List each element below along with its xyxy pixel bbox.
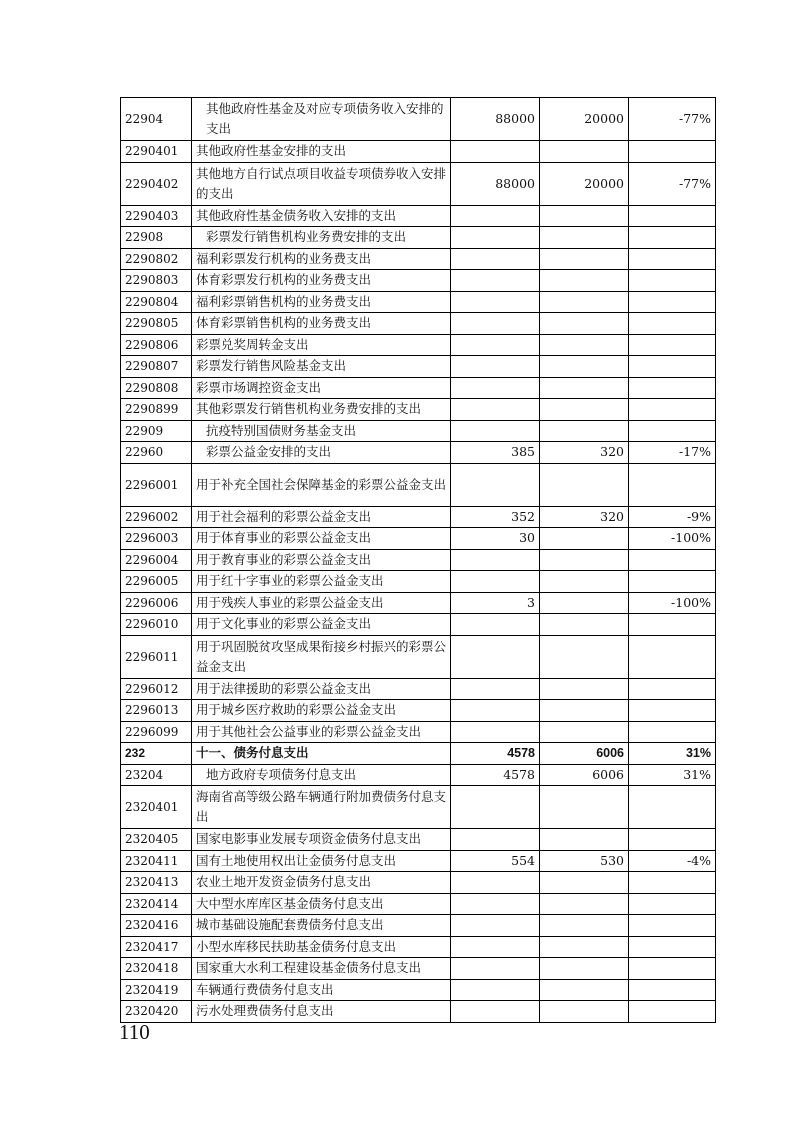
row-code-cell: 2320420 (121, 1001, 192, 1023)
row-name-cell: 用于残疾人事业的彩票公益金支出 (192, 592, 451, 614)
table-row (121, 205, 716, 227)
row-change-pct-cell: -100% (629, 592, 716, 614)
row-change-pct-cell: -100% (629, 528, 716, 550)
table-row (121, 915, 716, 937)
table-row (121, 248, 716, 270)
row-change-pct-cell (629, 141, 716, 163)
row-code-cell: 2296099 (121, 721, 192, 743)
row-change-pct-cell (629, 872, 716, 894)
row-change-pct-cell (629, 958, 716, 980)
row-code-cell: 2296004 (121, 549, 192, 571)
table-row (121, 614, 716, 636)
row-value-curr-cell (540, 227, 629, 249)
row-name-cell: 用于文化事业的彩票公益金支出 (192, 614, 451, 636)
row-change-pct-cell (629, 248, 716, 270)
row-value-prev-cell: 385 (451, 442, 540, 464)
table-row (121, 958, 716, 980)
row-change-pct-cell (629, 377, 716, 399)
row-change-pct-cell (629, 721, 716, 743)
row-value-curr-cell (540, 614, 629, 636)
row-value-prev-cell (451, 571, 540, 593)
row-code-cell: 2296001 (121, 463, 192, 506)
row-value-prev-cell (451, 205, 540, 227)
row-change-pct-cell (629, 979, 716, 1001)
row-code-cell: 2296003 (121, 528, 192, 550)
row-code-cell: 2320418 (121, 958, 192, 980)
row-change-pct-cell (629, 614, 716, 636)
row-value-prev-cell: 30 (451, 528, 540, 550)
row-change-pct-cell (629, 420, 716, 442)
table-row (121, 721, 716, 743)
table-row (121, 291, 716, 313)
table-row (121, 399, 716, 421)
row-name-cell: 体育彩票发行机构的业务费支出 (192, 270, 451, 292)
row-code-cell: 2290401 (121, 141, 192, 163)
row-name-cell: 其他地方自行试点项目收益专项债券收入安排的支出 (192, 162, 451, 205)
row-change-pct-cell (629, 291, 716, 313)
row-value-prev-cell (451, 420, 540, 442)
row-value-prev-cell (451, 893, 540, 915)
table-row (121, 549, 716, 571)
table-row (121, 893, 716, 915)
row-change-pct-cell: -77% (629, 98, 716, 141)
row-value-curr-cell (540, 291, 629, 313)
row-name-cell: 其他政府性基金债务收入安排的支出 (192, 205, 451, 227)
row-name-cell: 彩票发行销售风险基金支出 (192, 356, 451, 378)
row-change-pct-cell (629, 1001, 716, 1023)
row-code-cell: 2320401 (121, 786, 192, 829)
table-row (121, 356, 716, 378)
row-code-cell: 22909 (121, 420, 192, 442)
row-name-cell: 用于红十字事业的彩票公益金支出 (192, 571, 451, 593)
row-value-curr-cell (540, 1001, 629, 1023)
row-code-cell: 232 (121, 743, 192, 765)
table-row (121, 678, 716, 700)
row-code-cell: 22904 (121, 98, 192, 141)
row-value-curr-cell: 20000 (540, 162, 629, 205)
row-value-curr-cell (540, 549, 629, 571)
row-code-cell: 2320405 (121, 829, 192, 851)
row-value-prev-cell (451, 141, 540, 163)
row-name-cell: 污水处理费债务付息支出 (192, 1001, 451, 1023)
row-code-cell: 2290402 (121, 162, 192, 205)
row-value-curr-cell (540, 571, 629, 593)
row-value-curr-cell (540, 700, 629, 722)
row-value-curr-cell (540, 721, 629, 743)
row-value-curr-cell: 6006 (540, 743, 629, 765)
row-name-cell: 国有土地使用权出让金债务付息支出 (192, 850, 451, 872)
row-value-prev-cell (451, 958, 540, 980)
table-row (121, 786, 716, 829)
row-name-cell: 用于法律援助的彩票公益金支出 (192, 678, 451, 700)
row-value-prev-cell (451, 915, 540, 937)
row-name-cell: 其他政府性基金安排的支出 (192, 141, 451, 163)
row-code-cell: 2290808 (121, 377, 192, 399)
budget-table (120, 97, 716, 1023)
row-value-curr-cell: 6006 (540, 764, 629, 786)
row-name-cell: 地方政府专项债务付息支出 (192, 764, 451, 786)
row-change-pct-cell (629, 463, 716, 506)
row-name-cell: 小型水库移民扶助基金债务付息支出 (192, 936, 451, 958)
row-name-cell: 彩票公益金安排的支出 (192, 442, 451, 464)
table-row (121, 506, 716, 528)
row-value-prev-cell (451, 872, 540, 894)
row-value-curr-cell (540, 872, 629, 894)
row-value-curr-cell (540, 334, 629, 356)
row-change-pct-cell: 31% (629, 764, 716, 786)
row-value-curr-cell (540, 313, 629, 335)
row-name-cell: 用于其他社会公益事业的彩票公益金支出 (192, 721, 451, 743)
table-row (121, 979, 716, 1001)
row-code-cell: 2296002 (121, 506, 192, 528)
row-change-pct-cell: -4% (629, 850, 716, 872)
row-value-prev-cell: 4578 (451, 743, 540, 765)
row-code-cell: 2290805 (121, 313, 192, 335)
row-change-pct-cell (629, 700, 716, 722)
row-name-cell: 其他政府性基金及对应专项债务收入安排的支出 (192, 98, 451, 141)
row-code-cell: 2320417 (121, 936, 192, 958)
row-value-prev-cell (451, 334, 540, 356)
row-value-prev-cell: 3 (451, 592, 540, 614)
row-name-cell: 彩票发行销售机构业务费安排的支出 (192, 227, 451, 249)
row-value-prev-cell (451, 227, 540, 249)
row-value-curr-cell (540, 786, 629, 829)
row-code-cell: 23204 (121, 764, 192, 786)
row-value-curr-cell (540, 635, 629, 678)
row-code-cell: 2296005 (121, 571, 192, 593)
row-name-cell: 农业土地开发资金债务付息支出 (192, 872, 451, 894)
row-name-cell: 国家重大水利工程建设基金债务付息支出 (192, 958, 451, 980)
row-change-pct-cell (629, 915, 716, 937)
row-value-prev-cell: 4578 (451, 764, 540, 786)
row-value-prev-cell (451, 463, 540, 506)
row-value-prev-cell (451, 1001, 540, 1023)
row-change-pct-cell: -17% (629, 442, 716, 464)
table-row (121, 98, 716, 141)
row-value-prev-cell (451, 678, 540, 700)
table-row (121, 270, 716, 292)
table-row (121, 528, 716, 550)
row-value-curr-cell: 320 (540, 442, 629, 464)
row-name-cell: 抗疫特别国债财务基金支出 (192, 420, 451, 442)
row-change-pct-cell (629, 227, 716, 249)
row-change-pct-cell (629, 571, 716, 593)
row-name-cell: 城市基础设施配套费债务付息支出 (192, 915, 451, 937)
row-name-cell: 福利彩票销售机构的业务费支出 (192, 291, 451, 313)
row-value-prev-cell (451, 614, 540, 636)
table-row (121, 936, 716, 958)
row-value-curr-cell (540, 678, 629, 700)
row-name-cell: 大中型水库库区基金债务付息支出 (192, 893, 451, 915)
row-value-prev-cell (451, 936, 540, 958)
row-name-cell: 十一、债务付息支出 (192, 743, 451, 765)
row-value-curr-cell (540, 979, 629, 1001)
row-change-pct-cell (629, 334, 716, 356)
row-change-pct-cell (629, 313, 716, 335)
row-code-cell: 2296013 (121, 700, 192, 722)
table-row (121, 377, 716, 399)
row-value-prev-cell (451, 700, 540, 722)
table-row (121, 872, 716, 894)
row-value-prev-cell (451, 399, 540, 421)
table-row (121, 141, 716, 163)
row-name-cell: 用于城乡医疗救助的彩票公益金支出 (192, 700, 451, 722)
row-code-cell: 2290899 (121, 399, 192, 421)
row-value-prev-cell (451, 829, 540, 851)
row-value-curr-cell: 320 (540, 506, 629, 528)
row-change-pct-cell (629, 205, 716, 227)
row-value-curr-cell (540, 420, 629, 442)
table-row (121, 334, 716, 356)
row-value-curr-cell (540, 248, 629, 270)
row-value-curr-cell (540, 205, 629, 227)
row-value-curr-cell (540, 270, 629, 292)
row-value-curr-cell (540, 893, 629, 915)
row-change-pct-cell: -9% (629, 506, 716, 528)
row-value-prev-cell: 352 (451, 506, 540, 528)
page-number: 110 (119, 1020, 150, 1044)
table-row (121, 463, 716, 506)
table-row (121, 442, 716, 464)
row-name-cell: 用于巩固脱贫攻坚成果衔接乡村振兴的彩票公益金支出 (192, 635, 451, 678)
row-value-prev-cell (451, 248, 540, 270)
row-name-cell: 体育彩票销售机构的业务费支出 (192, 313, 451, 335)
row-code-cell: 2296012 (121, 678, 192, 700)
row-value-prev-cell: 88000 (451, 98, 540, 141)
row-value-curr-cell (540, 463, 629, 506)
row-name-cell: 海南省高等级公路车辆通行附加费债务付息支出 (192, 786, 451, 829)
row-change-pct-cell: -77% (629, 162, 716, 205)
table-row (121, 1001, 716, 1023)
row-name-cell: 用于补充全国社会保障基金的彩票公益金支出 (192, 463, 451, 506)
row-value-curr-cell (540, 356, 629, 378)
row-code-cell: 2290806 (121, 334, 192, 356)
row-value-prev-cell: 554 (451, 850, 540, 872)
row-change-pct-cell (629, 399, 716, 421)
row-value-curr-cell (540, 399, 629, 421)
row-change-pct-cell (629, 549, 716, 571)
row-name-cell: 其他彩票发行销售机构业务费安排的支出 (192, 399, 451, 421)
row-code-cell: 2320413 (121, 872, 192, 894)
row-value-curr-cell (540, 592, 629, 614)
row-change-pct-cell (629, 356, 716, 378)
row-value-curr-cell (540, 915, 629, 937)
row-name-cell: 彩票市场调控资金支出 (192, 377, 451, 399)
table-row (121, 313, 716, 335)
row-value-prev-cell (451, 786, 540, 829)
row-change-pct-cell (629, 635, 716, 678)
row-code-cell: 2290807 (121, 356, 192, 378)
row-value-curr-cell: 20000 (540, 98, 629, 141)
row-code-cell: 2290803 (121, 270, 192, 292)
table-row (121, 162, 716, 205)
table-row (121, 420, 716, 442)
row-value-prev-cell (451, 979, 540, 1001)
row-value-curr-cell (540, 958, 629, 980)
row-code-cell: 2290802 (121, 248, 192, 270)
row-code-cell: 2290403 (121, 205, 192, 227)
row-value-prev-cell (451, 549, 540, 571)
table-row (121, 227, 716, 249)
row-code-cell: 22908 (121, 227, 192, 249)
row-value-curr-cell (540, 377, 629, 399)
row-value-prev-cell (451, 635, 540, 678)
row-code-cell: 2296011 (121, 635, 192, 678)
row-value-curr-cell (540, 141, 629, 163)
row-code-cell: 2296010 (121, 614, 192, 636)
row-value-prev-cell: 88000 (451, 162, 540, 205)
row-value-prev-cell (451, 291, 540, 313)
row-name-cell: 用于社会福利的彩票公益金支出 (192, 506, 451, 528)
table-row (121, 635, 716, 678)
row-value-curr-cell (540, 829, 629, 851)
row-name-cell: 彩票兑奖周转金支出 (192, 334, 451, 356)
budget-table-body (121, 98, 716, 1023)
table-row (121, 571, 716, 593)
row-code-cell: 2320411 (121, 850, 192, 872)
row-name-cell: 车辆通行费债务付息支出 (192, 979, 451, 1001)
row-change-pct-cell: 31% (629, 743, 716, 765)
row-value-curr-cell (540, 528, 629, 550)
row-code-cell: 2320419 (121, 979, 192, 1001)
row-value-prev-cell (451, 356, 540, 378)
row-code-cell: 2296006 (121, 592, 192, 614)
row-value-prev-cell (451, 721, 540, 743)
row-change-pct-cell (629, 270, 716, 292)
row-code-cell: 2320416 (121, 915, 192, 937)
table-row (121, 743, 716, 765)
table-row (121, 829, 716, 851)
row-name-cell: 国家电影事业发展专项资金债务付息支出 (192, 829, 451, 851)
row-value-prev-cell (451, 270, 540, 292)
row-change-pct-cell (629, 678, 716, 700)
row-value-curr-cell: 530 (540, 850, 629, 872)
row-code-cell: 2290804 (121, 291, 192, 313)
row-name-cell: 用于体育事业的彩票公益金支出 (192, 528, 451, 550)
row-change-pct-cell (629, 893, 716, 915)
row-name-cell: 福利彩票发行机构的业务费支出 (192, 248, 451, 270)
table-row (121, 700, 716, 722)
row-value-curr-cell (540, 936, 629, 958)
row-value-prev-cell (451, 313, 540, 335)
table-row (121, 592, 716, 614)
row-change-pct-cell (629, 936, 716, 958)
row-code-cell: 22960 (121, 442, 192, 464)
row-change-pct-cell (629, 829, 716, 851)
table-row (121, 850, 716, 872)
table-row (121, 764, 716, 786)
row-name-cell: 用于教育事业的彩票公益金支出 (192, 549, 451, 571)
row-value-prev-cell (451, 377, 540, 399)
row-change-pct-cell (629, 786, 716, 829)
row-code-cell: 2320414 (121, 893, 192, 915)
